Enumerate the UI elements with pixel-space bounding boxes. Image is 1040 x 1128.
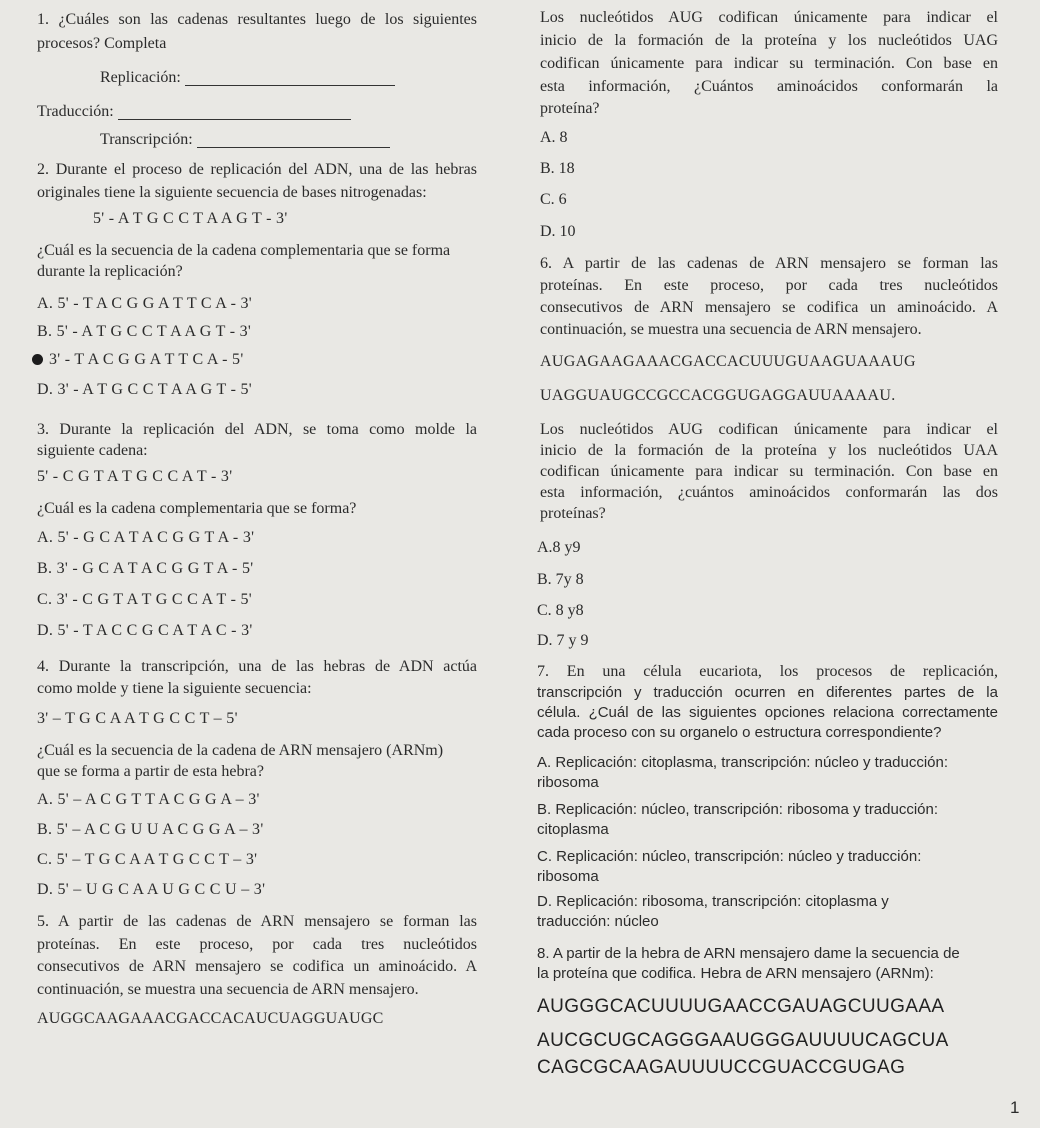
q6-para-line1: Los nucleótidos AUG codifican únicamente para indicar el xyxy=(540,421,998,438)
q2-sequence: 5' - A T G C C T A A G T - 3' xyxy=(93,210,288,227)
q3-prompt-line1: 3. Durante la replicación del ADN, se toma como molde la xyxy=(37,421,477,438)
selected-answer-mark xyxy=(32,354,43,365)
q2-question-line2: durante la replicación? xyxy=(37,263,183,280)
q6-line4: continuación, se muestra una secuencia de ARN mensajero. xyxy=(540,321,922,338)
q7-option-c-line1: C. Replicación: núcleo, transcripción: núcleo y traducción: xyxy=(537,848,922,865)
q2-option-b[interactable]: B. 5' - A T G C C T A A G T - 3' xyxy=(37,323,252,340)
q2-prompt-line1: 2. Durante el proceso de replicación del ADN, una de las hebras xyxy=(37,161,477,178)
q2-question-line1: ¿Cuál es la secuencia de la cadena complementaria que se forma xyxy=(37,242,451,259)
q4-option-b[interactable]: B. 5' – A C G U U A C G G A – 3' xyxy=(37,821,264,838)
q6-para-line4: esta información, ¿cuántos aminoácidos conformarán las dos xyxy=(540,484,998,501)
q5-line1: 5. A partir de las cadenas de ARN mensajero se forman las xyxy=(37,913,477,930)
q7-option-a-line2: ribosoma xyxy=(537,774,599,791)
q3-sequence: 5' - C G T A T G C C A T - 3' xyxy=(37,468,233,485)
q8-line2: la proteína que codifica. Hebra de ARN mensajero (ARNm): xyxy=(537,965,934,982)
q6-option-c[interactable]: C. 8 y8 xyxy=(537,602,584,619)
q6-option-a[interactable]: A.8 y9 xyxy=(537,539,581,556)
q5b-line2: inicio de la formación de la proteína y los nucleótidos UAG xyxy=(540,32,998,49)
q4-option-c[interactable]: C. 5' – T G C A A T G C C T – 3' xyxy=(37,851,258,868)
q6-line3: consecutivos de ARN mensajero se codifica un aminoácido. A xyxy=(540,299,998,316)
q1-prompt-line2: procesos? Completa xyxy=(37,35,167,52)
traduccion-label: Traducción: xyxy=(37,103,114,120)
q5b-line3: codifican únicamente para indicar su terminación. Con base en xyxy=(540,55,998,72)
q4-option-a[interactable]: A. 5' – A C G T T A C G G A – 3' xyxy=(37,791,260,808)
q6-para-line3: codifican únicamente para indicar su terminación. Con base en xyxy=(540,463,998,480)
q7-option-a-line1: A. Replicación: citoplasma, transcripción: núcleo y traducción: xyxy=(537,754,949,771)
q2-option-a[interactable]: A. 5' - T A C G G A T T C A - 3' xyxy=(37,295,252,312)
q1-transcripcion-label xyxy=(100,132,390,148)
q3-prompt-line2: siguiente cadena: xyxy=(37,442,148,459)
q4-prompt-line1: 4. Durante la transcripción, una de las hebras de ADN actúa xyxy=(37,658,477,675)
q7-line3: célula. ¿Cuál de las siguientes opciones relaciona correctamente xyxy=(537,704,998,721)
q7-option-b-line1: B. Replicación: núcleo, transcripción: ribosoma y traducción: xyxy=(537,801,939,818)
q6-sequence-2: UAGGUAUGCCGCCACGGUGAGGAUUAAAAU. xyxy=(540,387,896,404)
q2-option-c-text: 3' - T A C G G A T T C A - 5' xyxy=(49,351,244,368)
q5-option-b[interactable]: B. 18 xyxy=(540,160,575,177)
q7-line4: cada proceso con su organelo o estructura correspondiente? xyxy=(537,724,942,741)
q6-para-line2: inicio de la formación de la proteína y los nucleótidos UAA xyxy=(540,442,998,459)
q7-option-d[interactable] xyxy=(537,894,889,929)
replicacion-label: Replicación: xyxy=(100,69,181,86)
q5b-line1: Los nucleótidos AUG codifican únicamente para indicar el xyxy=(540,9,998,26)
q5-option-a[interactable]: A. 8 xyxy=(540,129,568,146)
q6-para-line5: proteínas? xyxy=(540,505,606,522)
q7-option-c[interactable] xyxy=(537,849,921,884)
q8-sequence-2: AUCGCUGCAGGGAAUGGGAUUUUCAGCUA xyxy=(537,1030,949,1051)
q3-option-b[interactable]: B. 3' - G C A T A C G G T A - 5' xyxy=(37,560,254,577)
q6-line1: 6. A partir de las cadenas de ARN mensajero se forman las xyxy=(540,255,998,272)
q4-option-d[interactable]: D. 5' – U G C A A U G C C U – 3' xyxy=(37,881,266,898)
q5-line4: continuación, se muestra una secuencia de ARN mensajero. xyxy=(37,981,419,998)
q1-traduccion-label xyxy=(37,104,351,120)
q8-line1: 8. A partir de la hebra de ARN mensajero dame la secuencia de xyxy=(537,945,960,962)
q2-option-c[interactable] xyxy=(32,352,244,368)
q7-option-b[interactable] xyxy=(537,802,938,837)
q5-option-d[interactable]: D. 10 xyxy=(540,223,576,240)
q6-option-d[interactable]: D. 7 y 9 xyxy=(537,632,589,649)
replicacion-blank[interactable] xyxy=(185,84,395,86)
q6-line2: proteínas. En este proceso, por cada tres nucleótidos xyxy=(540,277,998,294)
q5-line3: consecutivos de ARN mensajero se codifica un aminoácido. A xyxy=(37,958,477,975)
q4-sequence: 3' – T G C A A T G C C T – 5' xyxy=(37,710,238,727)
q7-line2: transcripción y traducción ocurren en diferentes partes de la xyxy=(537,684,998,701)
q5-line2: proteínas. En este proceso, por cada tres nucleótidos xyxy=(37,936,477,953)
q1-prompt-line1: 1. ¿Cuáles son las cadenas resultantes luego de los siguientes xyxy=(37,11,477,28)
page-number: 1 xyxy=(1010,1098,1020,1117)
transcripcion-label: Transcripción: xyxy=(100,131,193,148)
q3-option-c[interactable]: C. 3' - C G T A T G C C A T - 5' xyxy=(37,591,252,608)
q2-option-d[interactable]: D. 3' - A T G C C T A A G T - 5' xyxy=(37,381,252,398)
q5-option-c[interactable]: C. 6 xyxy=(540,191,567,208)
q7-option-b-line2: citoplasma xyxy=(537,821,609,838)
q4-prompt-line2: como molde y tiene la siguiente secuencia: xyxy=(37,680,312,697)
q3-option-d[interactable]: D. 5' - T A C C G C A T A C - 3' xyxy=(37,622,253,639)
q6-sequence-1: AUGAGAAGAAACGACCACUUUGUAAGUAAAUG xyxy=(540,353,916,370)
q6-option-b[interactable]: B. 7y 8 xyxy=(537,571,584,588)
traduccion-blank[interactable] xyxy=(118,118,351,120)
q7-option-d-line2: traducción: núcleo xyxy=(537,913,659,930)
q1-replicacion-label xyxy=(100,70,395,86)
q8-sequence-1: AUGGGCACUUUUGAACCGAUAGCUUGAAA xyxy=(537,996,945,1017)
q4-question-line2: que se forma a partir de esta hebra? xyxy=(37,763,264,780)
q5-sequence: AUGGCAAGAAACGACCACAUCUAGGUAUGC xyxy=(37,1010,384,1027)
q5b-line4: esta información, ¿Cuántos aminoácidos conformarán la xyxy=(540,78,998,95)
transcripcion-blank[interactable] xyxy=(197,146,390,148)
q7-line1: 7. En una célula eucariota, los procesos de replicación, xyxy=(537,663,998,680)
q8-sequence-3: CAGCGCAAGAUUUUCCGUACCGUGAG xyxy=(537,1057,906,1078)
q7-option-d-line1: D. Replicación: ribosoma, transcripción: citoplasma y xyxy=(537,893,889,910)
q7-option-c-line2: ribosoma xyxy=(537,868,599,885)
q5b-line5: proteína? xyxy=(540,100,600,117)
q3-option-a[interactable]: A. 5' - G C A T A C G G T A - 3' xyxy=(37,529,255,546)
q3-question: ¿Cuál es la cadena complementaria que se forma? xyxy=(37,500,357,517)
q7-option-a[interactable] xyxy=(537,755,948,790)
q2-prompt-line2: originales tiene la siguiente secuencia de bases nitrogenadas: xyxy=(37,184,427,201)
q4-question-line1: ¿Cuál es la secuencia de la cadena de ARN mensajero (ARNm) xyxy=(37,742,444,759)
